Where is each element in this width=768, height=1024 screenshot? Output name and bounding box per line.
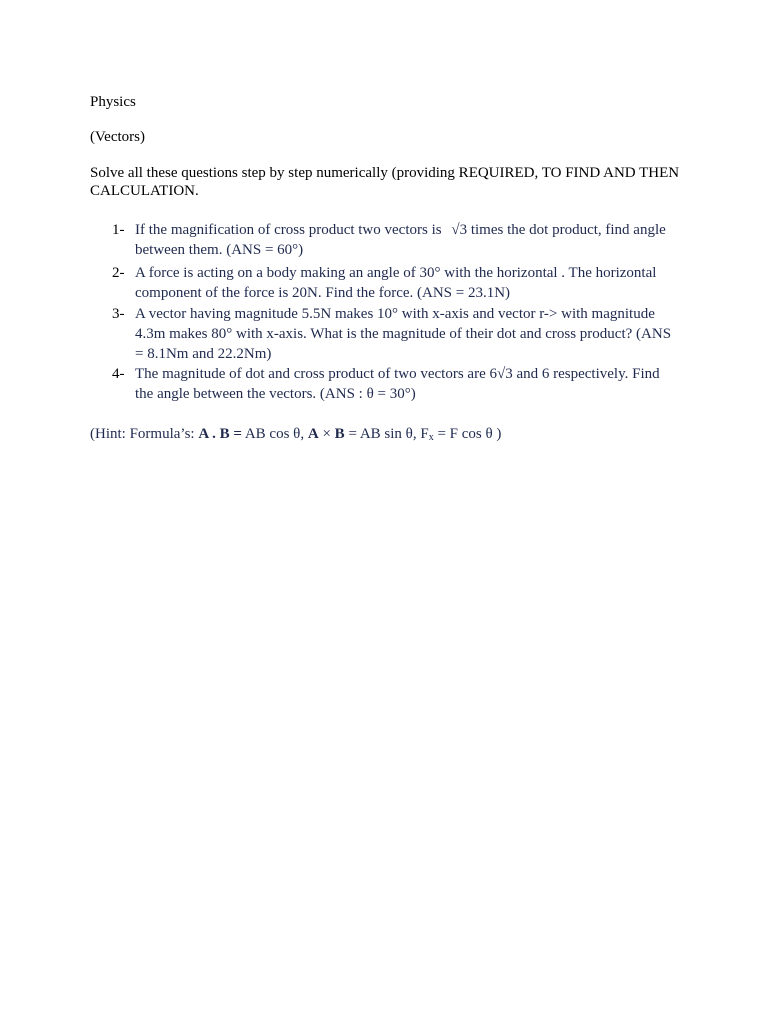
component-rhs: = F cos θ ) [433,426,502,442]
subscript-x: x [428,432,434,443]
question-number: 2- [112,265,125,281]
cross-operator: × [318,426,335,442]
question-item [90,364,680,404]
formula-hint [90,424,680,448]
question-item [90,220,680,260]
cross-vector-b: B [334,426,345,442]
question-number: 1- [112,222,125,238]
document-page [90,93,680,463]
question-text: A force is acting on a body making an angle of 30° with the horizontal . The horizontal component of the force is 20N. Find the force. (ANS = 23.1N) [135,265,657,301]
question-number: 4- [112,366,125,382]
question-number: 3- [112,306,125,322]
question-list [90,220,680,404]
dot-product-rhs: AB cos θ, [241,426,308,442]
document-subtitle: (Vectors) [90,129,145,145]
cross-product-rhs: = AB sin θ, F [344,426,429,442]
cross-vector-a: A [307,426,319,442]
document-title: Physics [90,94,136,110]
question-text: A vector having magnitude 5.5N makes 10° with x-axis and vector r-> with magnitude 4.3m makes 80° with x-axis. What is the magnitude of their dot and cross product? (ANS = 8.1Nm and 22.2Nm) [135,306,672,362]
hint-prefix: (Hint: Formula’s: [90,426,199,442]
question-text-part: times the dot product, find angle between them. (ANS = 60°) [135,222,666,258]
dot-product-lhs: A . B = [198,426,242,442]
question-text-part: If the magnification of cross product two vectors is [135,222,446,238]
question-text: The magnitude of dot and cross product of two vectors are 6√3 and 6 respectively. Find the angle between the vectors. (ANS : θ = 30°) [135,366,660,402]
instructions-text: Solve all these questions step by step numerically (providing REQUIRED, TO FIND AND THEN CALCULATION. [90,165,680,199]
question-item [90,304,680,364]
sqrt-symbol: √3 [451,222,468,238]
question-item [90,263,680,303]
